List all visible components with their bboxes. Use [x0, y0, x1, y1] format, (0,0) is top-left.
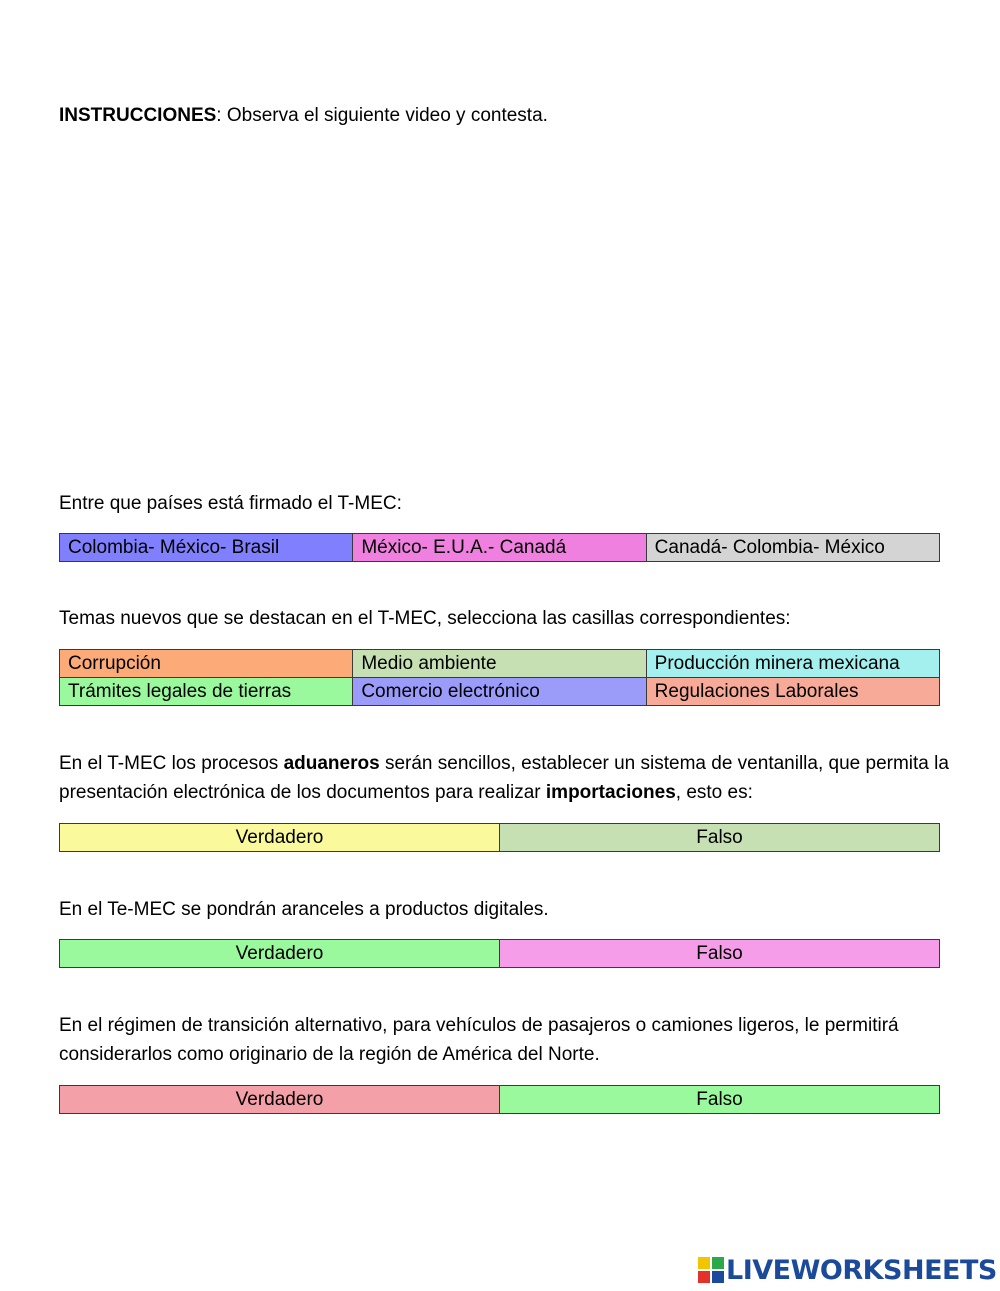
option-comercio-electronico[interactable]: Comercio electrónico: [353, 678, 646, 706]
option-row: [60, 534, 940, 562]
logo-square: [698, 1271, 710, 1283]
option-colombia-mexico-brasil[interactable]: Colombia- México- Brasil: [60, 534, 353, 562]
question-3-options: [59, 823, 940, 852]
option-falso[interactable]: Falso: [500, 1086, 940, 1114]
option-row: [60, 824, 940, 852]
prompt-text: , esto es:: [675, 782, 753, 803]
logo-mark-icon: [698, 1257, 724, 1283]
question-4-options: [59, 939, 940, 968]
instructions: [59, 101, 949, 130]
question-2-options: [59, 649, 940, 706]
option-verdadero[interactable]: Verdadero: [60, 824, 500, 852]
prompt-bold-importaciones: importaciones: [545, 782, 676, 803]
question-4-prompt: En el Te-MEC se pondrán aranceles a productos digitales.: [59, 899, 549, 920]
instructions-label: INSTRUCCIONES: [59, 105, 217, 126]
question-3-prompt: [59, 749, 949, 807]
prompt-bold-aduaneros: aduaneros: [283, 753, 380, 774]
option-medio-ambiente[interactable]: Medio ambiente: [353, 650, 646, 678]
option-row: [60, 1086, 940, 1114]
option-falso[interactable]: Falso: [500, 824, 940, 852]
prompt-text: serán sencillos, establecer un sistema de ventanilla, que permita la presentación electrónica de los documentos para realizar: [59, 753, 949, 803]
logo-square: [698, 1257, 710, 1269]
question-5-prompt: En el régimen de transición alternativo, para vehículos de pasajeros o camiones ligeros, le permitirá considerarlos como originario de la región de América del Norte.: [59, 1015, 899, 1065]
logo-text: LIVEWORKSHEETS: [726, 1254, 997, 1286]
option-canada-colombia-mexico[interactable]: Canadá- Colombia- México: [646, 534, 939, 562]
option-verdadero[interactable]: Verdadero: [60, 940, 500, 968]
logo-square: [712, 1271, 724, 1283]
option-corrupcion[interactable]: Corrupción: [60, 650, 353, 678]
question-5-options: [59, 1085, 940, 1114]
option-produccion-minera[interactable]: Producción minera mexicana: [646, 650, 939, 678]
question-2-prompt: Temas nuevos que se destacan en el T-MEC, selecciona las casillas correspondientes:: [59, 608, 791, 629]
liveworksheets-logo: [698, 1255, 997, 1285]
instructions-text: : Observa el siguiente video y contesta.: [216, 105, 548, 126]
option-tramites-legales[interactable]: Trámites legales de tierras: [60, 678, 353, 706]
option-row: [60, 650, 940, 678]
option-row: [60, 940, 940, 968]
option-mexico-eua-canada[interactable]: México- E.U.A.- Canadá: [353, 534, 646, 562]
option-falso[interactable]: Falso: [500, 940, 940, 968]
logo-square: [712, 1257, 724, 1269]
prompt-text: En el T-MEC los procesos: [59, 753, 284, 774]
option-row: [60, 678, 940, 706]
option-regulaciones-laborales[interactable]: Regulaciones Laborales: [646, 678, 939, 706]
question-1-prompt: Entre que países está firmado el T-MEC:: [59, 493, 402, 514]
question-1-options: [59, 533, 940, 562]
option-verdadero[interactable]: Verdadero: [60, 1086, 500, 1114]
